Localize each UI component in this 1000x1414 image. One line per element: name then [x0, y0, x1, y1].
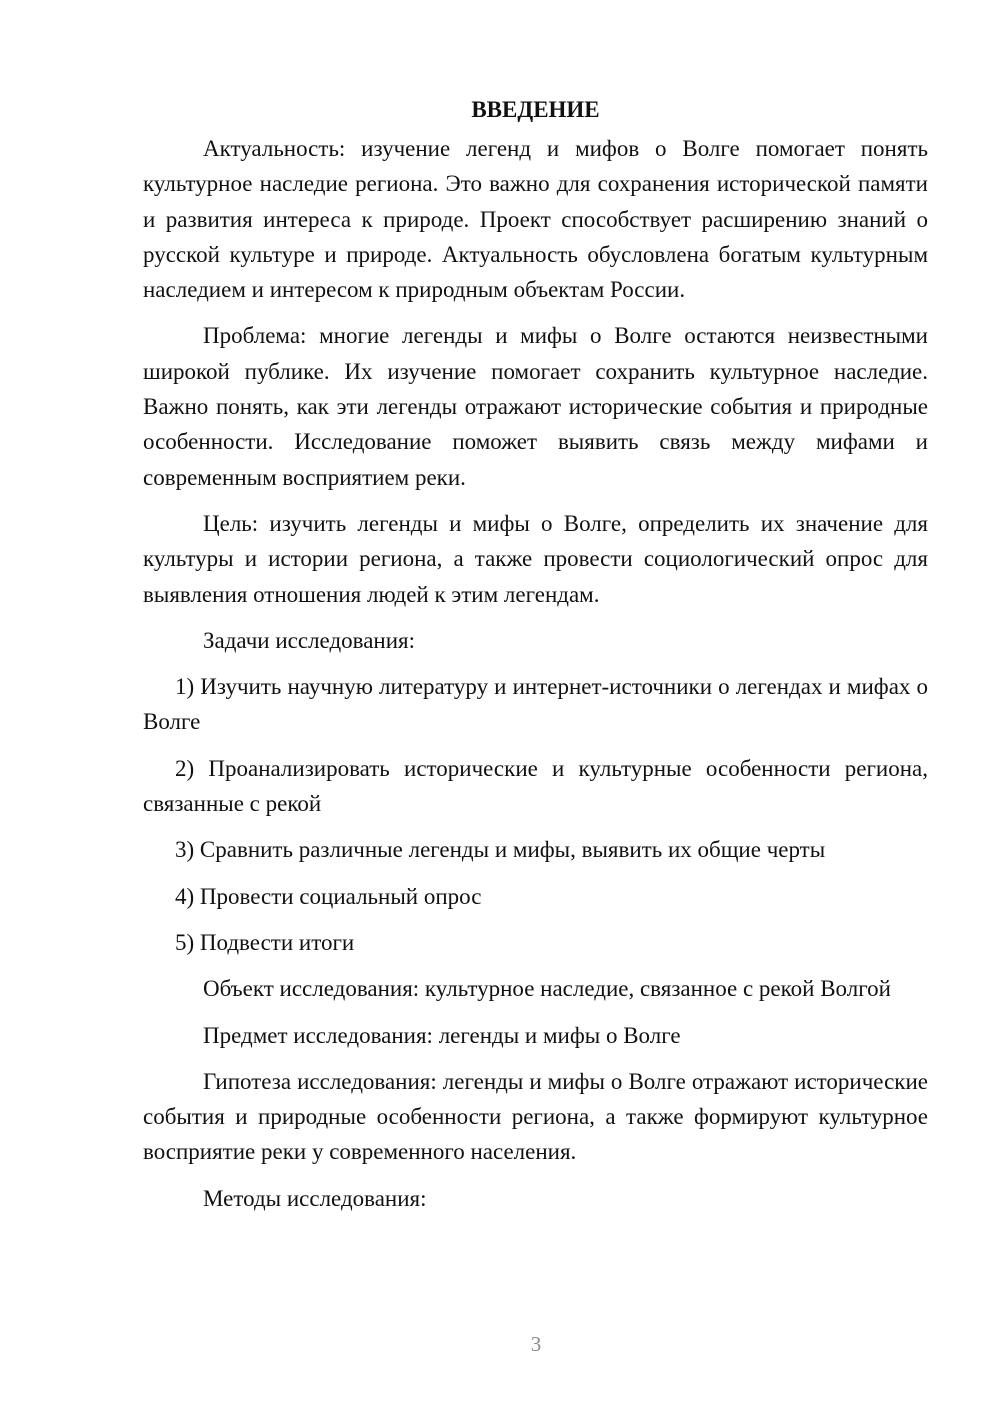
task-item: 3) Сравнить различные легенды и мифы, выявить их общие черты: [175, 837, 826, 863]
section-title: ВВЕДЕНИЕ: [471, 97, 600, 122]
methods-heading: Методы исследования:: [203, 1185, 427, 1211]
task-item: 4) Провести социальный опрос: [175, 883, 482, 909]
object-paragraph: Объект исследования: культурное наследие, связанное с рекой Волгой: [203, 976, 891, 1002]
page-content: [143, 92, 928, 1227]
task-item: 5) Подвести итоги: [175, 929, 355, 955]
subject-paragraph: Предмет исследования: легенды и мифы о Волге: [203, 1022, 681, 1048]
tasks-heading: Задачи исследования:: [203, 627, 416, 653]
problem-paragraph: Проблема: многие легенды и мифы о Волге остаются неизвестными широкой публике. Их изучение помогает сохранить культурное наследие. Важно понять, как эти легенды отражают исторические события и природные особенности. Исследование поможет выявить связь между мифами и современным восприятием реки.: [143, 323, 928, 490]
page-number: 3: [530, 1332, 542, 1356]
goal-paragraph: Цель: изучить легенды и мифы о Волге, определить их значение для культуры и истории региона, а также провести социологический опрос для выявления отношения людей к этим легендам.: [143, 510, 928, 607]
relevance-paragraph: Актуальность: изучение легенд и мифов о Волге помогает понять культурное наследие региона. Это важно для сохранения исторической памяти и развития интереса к природе. Проект способствует расширению знаний о русской культуре и природе. Актуальность обусловлена богатым культурным наследием и интересом к природным объектам России.: [143, 136, 928, 303]
task-item: 1) Изучить научную литературу и интернет-источники о легендах и мифах о Волге: [143, 674, 928, 735]
task-item: 2) Проанализировать исторические и культурные особенности региона, связанные с рекой: [143, 755, 928, 817]
hypothesis-paragraph: Гипотеза исследования: легенды и мифы о Волге отражают исторические события и природные особенности региона, а также формируют культурное восприятие реки у современного населения.: [143, 1068, 928, 1165]
